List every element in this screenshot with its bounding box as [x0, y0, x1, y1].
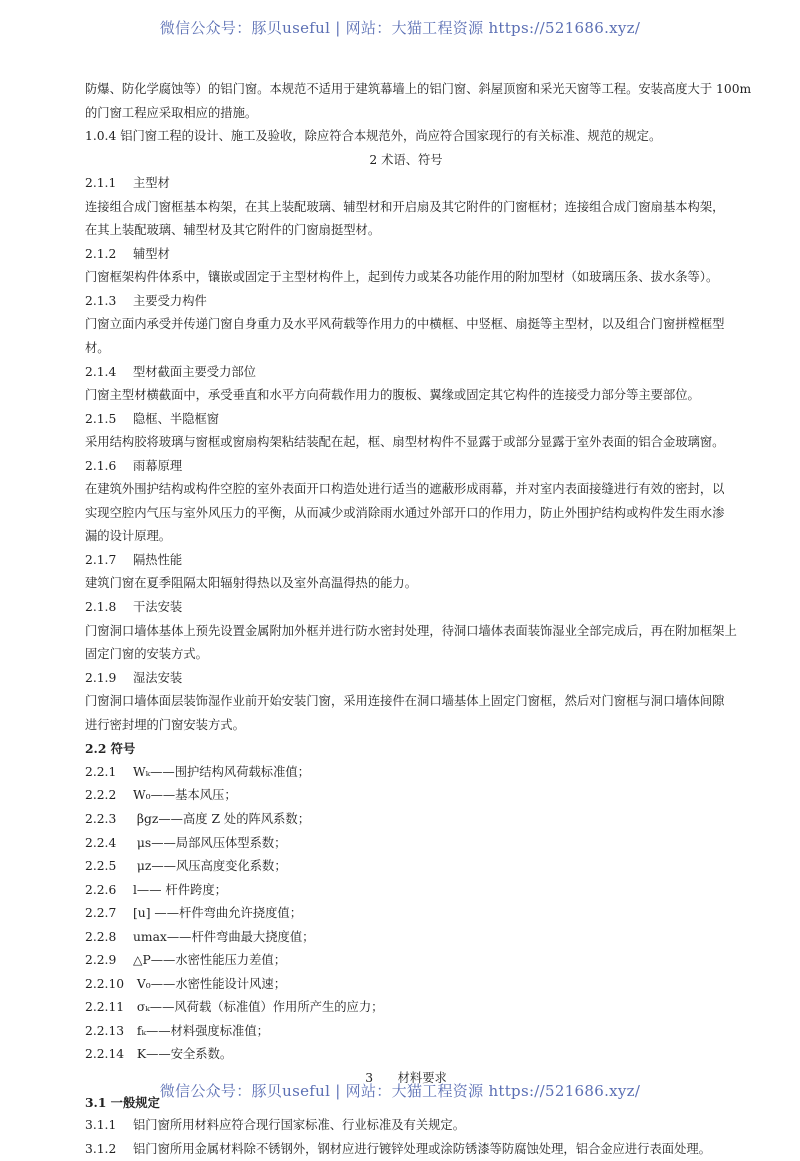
term-title: 主要受力构件	[133, 293, 207, 308]
watermark-footer: 微信公众号：豚贝useful | 网站：大猫工程资源 https://521686.xyz/	[159, 1082, 641, 1100]
term-heading	[85, 408, 727, 432]
clause-text: 铝门窗所用金属材料除不锈钢外，钢材应进行镀锌处理或涂防锈漆等防腐蚀处理，铝合金应进行表面处理。	[133, 1141, 711, 1156]
term-definition-line: 在建筑外围护结构或构件空腔的室外表面开口构造处进行适当的遮蔽形成雨幕，并对室内表面接缝进行有效的密封，以	[85, 482, 725, 497]
term-definition-line: 固定门窗的安装方式。	[85, 647, 208, 662]
symbol-definition: [u] ——杆件弯曲允许挠度值；	[133, 906, 302, 921]
symbol-number: 2.2.10	[85, 976, 125, 991]
symbol-definition: βgz——高度 Z 处的阵风系数；	[133, 811, 310, 826]
text-line: 1.0.4 铝门窗工程的设计、施工及验收，除应符合本规范外，尚应符合国家现行的有关标准、规范的规定。	[85, 129, 662, 144]
symbol-item	[85, 996, 727, 1020]
term-definition-line: 漏的设计原理。	[85, 529, 172, 544]
term-definition-line: 建筑门窗在夏季阻隔太阳辐射得热以及室外高温得热的能力。	[85, 576, 418, 591]
term-number: 2.1.2	[85, 246, 117, 261]
term-definition-line: 采用结构胶将玻璃与窗框或窗扇构架粘结装配在起，框、扇型材构件不显露于或部分显露于室外表面的铝合金玻璃窗。	[85, 435, 725, 450]
term-title: 隐框、半隐框窗	[133, 411, 220, 426]
symbol-definition: V₀——水密性能设计风速；	[133, 976, 286, 991]
symbol-number: 2.2.14	[85, 1047, 125, 1062]
term-title: 隔热性能	[133, 552, 183, 567]
term-heading	[85, 290, 727, 314]
term-definition-line: 门窗洞口墙体面层装饰湿作业前开始安装门窗，采用连接件在洞口墙基体上固定门窗框，然后对门窗框与洞口墙体间隙	[85, 694, 725, 709]
term-title: 干法安装	[133, 600, 183, 615]
term-title: 湿法安装	[133, 670, 183, 685]
symbol-item	[85, 784, 727, 808]
section-3-1-heading: 3.1 一般规定	[85, 1094, 160, 1110]
term-heading	[85, 549, 727, 573]
chapter-3-heading: 3 材料要求	[365, 1070, 447, 1085]
symbol-item	[85, 926, 727, 950]
term-number: 2.1.6	[85, 458, 117, 473]
clause-number: 3.1.1	[85, 1118, 117, 1133]
symbol-number: 2.2.13	[85, 1023, 125, 1038]
symbol-definition: △P——水密性能压力差值；	[133, 953, 286, 968]
term-number: 2.1.8	[85, 600, 117, 615]
term-title: 主型材	[133, 176, 170, 191]
terms-section	[85, 172, 737, 737]
symbol-item	[85, 832, 727, 856]
symbol-item	[85, 879, 727, 903]
symbol-item	[85, 949, 727, 973]
chapter-2-heading: 2 术语、符号	[369, 152, 443, 167]
symbol-number: 2.2.4	[85, 835, 117, 850]
symbol-definition: σₖ——风荷载（标准值）作用所产生的应力；	[133, 1000, 384, 1015]
symbol-definition: W₀——基本风压；	[133, 788, 237, 803]
symbol-number: 2.2.1	[85, 764, 117, 779]
clause-number: 3.1.2	[85, 1141, 117, 1156]
term-number: 2.1.5	[85, 411, 117, 426]
term-number: 2.1.7	[85, 552, 117, 567]
term-definition-line: 连接组合成门窗框基本构架，在其上装配玻璃、辅型材和开启扇及其它附件的门窗框材；连接组合成门窗扇基本构架，	[85, 199, 725, 214]
symbol-item	[85, 855, 727, 879]
term-number: 2.1.3	[85, 293, 117, 308]
term-heading	[85, 361, 727, 385]
symbol-item	[85, 973, 727, 997]
term-number: 2.1.9	[85, 670, 117, 685]
symbol-definition: Wₖ——围护结构风荷载标准值；	[133, 764, 310, 779]
symbol-definition: μz——风压高度变化系数；	[133, 859, 287, 874]
symbol-number: 2.2.5	[85, 859, 117, 874]
symbol-item	[85, 1020, 727, 1044]
clause-item	[85, 1114, 727, 1138]
term-definition-line: 进行密封埋的门窗安装方式。	[85, 717, 245, 732]
symbol-number: 2.2.8	[85, 929, 117, 944]
symbol-definition: l—— 杆件跨度；	[133, 882, 227, 897]
symbol-number: 2.2.9	[85, 953, 117, 968]
watermark-header: 微信公众号：豚贝useful | 网站：大猫工程资源 https://521686.xyz/	[159, 19, 641, 37]
term-number: 2.1.4	[85, 364, 117, 379]
term-heading	[85, 243, 727, 267]
term-definition-line: 门窗主型材横截面中，承受垂直和水平方向荷载作用力的腹板、翼缘或固定其它构件的连接受力部分等主要部位。	[85, 388, 700, 403]
term-heading	[85, 455, 727, 479]
section-3-1-list	[85, 1114, 727, 1161]
term-title: 型材截面主要受力部位	[133, 364, 256, 379]
term-definition-line: 门窗框架构件体系中，镶嵌或固定于主型材构件上，起到传力或某各功能作用的附加型材（如玻璃压条、拔水条等）。	[85, 270, 719, 285]
symbol-definition: μs——局部风压体型系数；	[133, 835, 287, 850]
term-heading	[85, 172, 727, 196]
term-title: 雨幕原理	[133, 458, 183, 473]
symbol-item	[85, 761, 727, 785]
symbol-definition: fₖ——材料强度标准值；	[133, 1023, 269, 1038]
symbol-number: 2.2.2	[85, 788, 117, 803]
term-definition-line: 材。	[85, 341, 110, 356]
term-definition-line: 实现空腔内气压与室外风压力的平衡，从而减少或消除雨水通过外部开口的作用力，防止外围护结构或构件发生雨水渗	[85, 505, 725, 520]
clause-item	[85, 1138, 727, 1161]
term-heading	[85, 667, 727, 691]
text-line: 防爆、防化学腐蚀等）的铝门窗。本规范不适用于建筑幕墙上的铝门窗、斜屋顶窗和采光天窗等工程。安装高度大于 100m	[85, 82, 752, 96]
symbols-heading: 2.2 符号	[85, 741, 136, 757]
symbol-number: 2.2.11	[85, 1000, 125, 1015]
term-number: 2.1.1	[85, 176, 117, 191]
symbol-definition: umax——杆件弯曲最大挠度值；	[133, 929, 315, 944]
term-definition-line: 门窗洞口墙体基体上预先设置金属附加外框并进行防水密封处理，待洞口墙体表面装饰湿业全部完成后，再在附加框架上	[85, 623, 737, 638]
symbol-item	[85, 902, 727, 926]
symbol-item	[85, 1043, 727, 1067]
term-definition-line: 在其上装配玻璃、辅型材及其它附件的门窗扇挺型材。	[85, 223, 381, 238]
symbol-item	[85, 808, 727, 832]
symbol-number: 2.2.6	[85, 882, 117, 897]
term-definition-line: 门窗立面内承受并传递门窗自身重力及水平风荷载等作用力的中横框、中竖框、扇挺等主型材，以及组合门窗拼樘框型	[85, 317, 725, 332]
symbol-number: 2.2.7	[85, 906, 117, 921]
clause-text: 铝门窗所用材料应符合现行国家标准、行业标准及有关规定。	[133, 1118, 466, 1133]
symbol-number: 2.2.3	[85, 811, 117, 826]
symbols-list	[85, 761, 727, 1067]
term-title: 辅型材	[133, 246, 170, 261]
term-heading	[85, 596, 727, 620]
text-line: 的门窗工程应采取相应的措施。	[85, 105, 258, 120]
symbol-definition: K——安全系数。	[133, 1047, 233, 1062]
document-body	[85, 78, 752, 1161]
